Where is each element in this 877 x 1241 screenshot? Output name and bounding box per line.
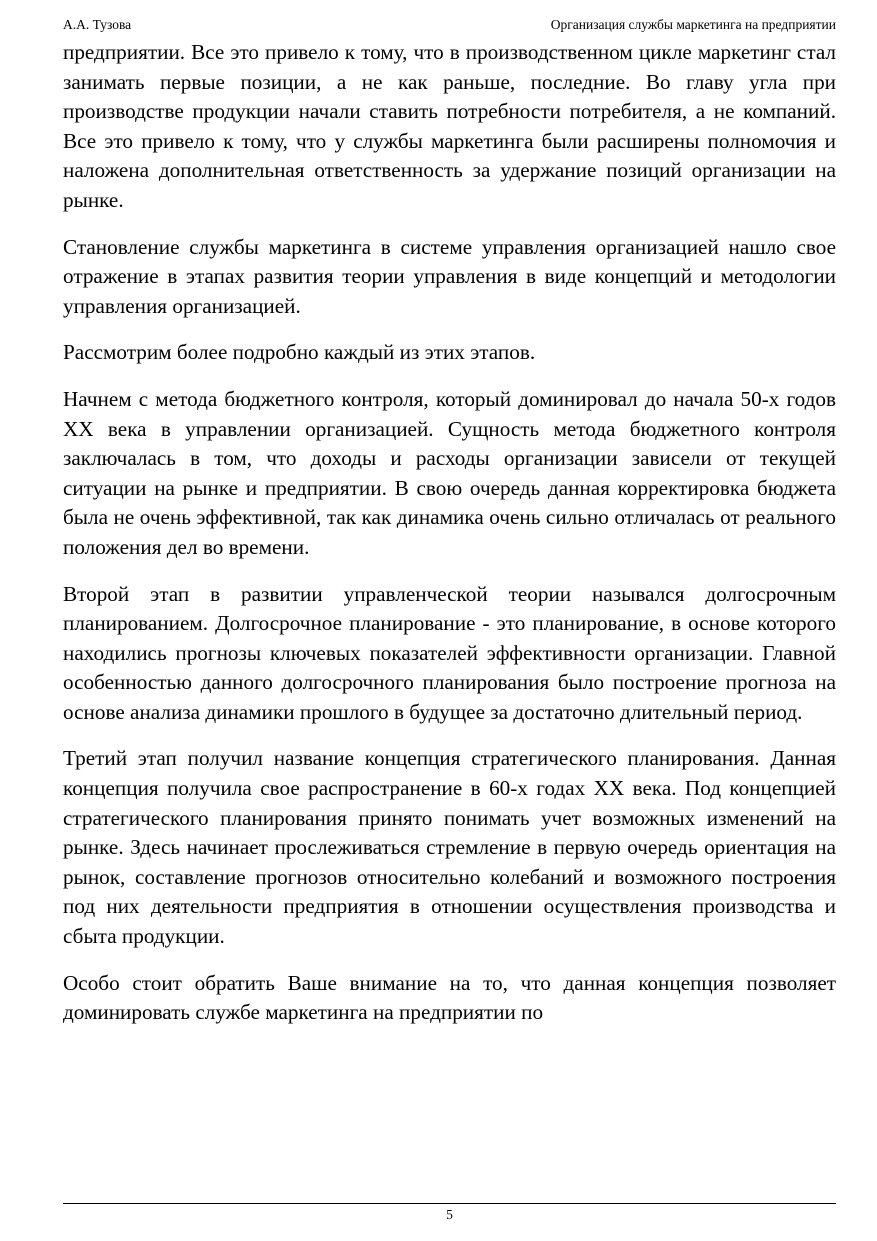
paragraph: Начнем с метода бюджетного контроля, который доминировал до начала 50-х годов XX века в управлении организацией. Сущность метода бюджетного контроля заключалась в том, что доходы и расходы организации зависели от текущей ситуации на рынке и предприятии. В свою очередь данная корректировка бюджета была не очень эффективной, так как динамика очень сильно отличалась от реального положения дел во времени. — [63, 386, 836, 559]
header-author: А.А. Тузова — [63, 17, 132, 32]
page-number: 5 — [446, 1207, 453, 1222]
document-page — [63, 0, 836, 1241]
paragraph: Становление службы маркетинга в системе управления организацией нашло свое отражение в этапах развития теории управления в виде концепций и методологии управления организацией. — [63, 234, 836, 318]
paragraph: Второй этап в развитии управленческой теории назывался долгосрочным планированием. Долгосрочное планирование - это планирование, в основе которого находились прогнозы ключевых показателей эффективности организации. Главной особенностью данного долгосрочного планирования было построение прогноза на основе анализа динамики прошлого в будущее за достаточно длительный период. — [63, 581, 836, 724]
paragraph: Рассмотрим более подробно каждый из этих этапов. — [63, 340, 536, 365]
paragraph: Особо стоит обратить Ваше внимание на то, что данная концепция позволяет доминировать службе маркетинга на предприятии по — [63, 970, 836, 1025]
header-title: Организация службы маркетинга на предприятии — [550, 17, 836, 32]
paragraph: Третий этап получил название концепция стратегического планирования. Данная концепция получила свое распространение в 60-х годах XX века. Под концепцией стратегического планирования принято понимать учет возможных изменений на рынке. Здесь начинает прослеживаться стремление в первую очередь ориентация на рынок, составление прогнозов относительно колебаний и возможного построения под них деятельности предприятия в отношении осуществления производства и сбыта продукции. — [63, 746, 836, 949]
running-header — [63, 16, 836, 34]
paragraph: предприятии. Все это привело к тому, что в производственном цикле маркетинг стал занимать первые позиции, а не как раньше, последние. Во главу угла при производстве продукции начали ставить потребности потребителя, а не компаний. Все это привело к тому, что у службы маркетинга были расширены полномочия и наложена дополнительная ответственность за удержание позиций организации на рынке. — [63, 40, 836, 212]
footer-divider — [63, 1203, 836, 1204]
body-text — [63, 38, 836, 1045]
